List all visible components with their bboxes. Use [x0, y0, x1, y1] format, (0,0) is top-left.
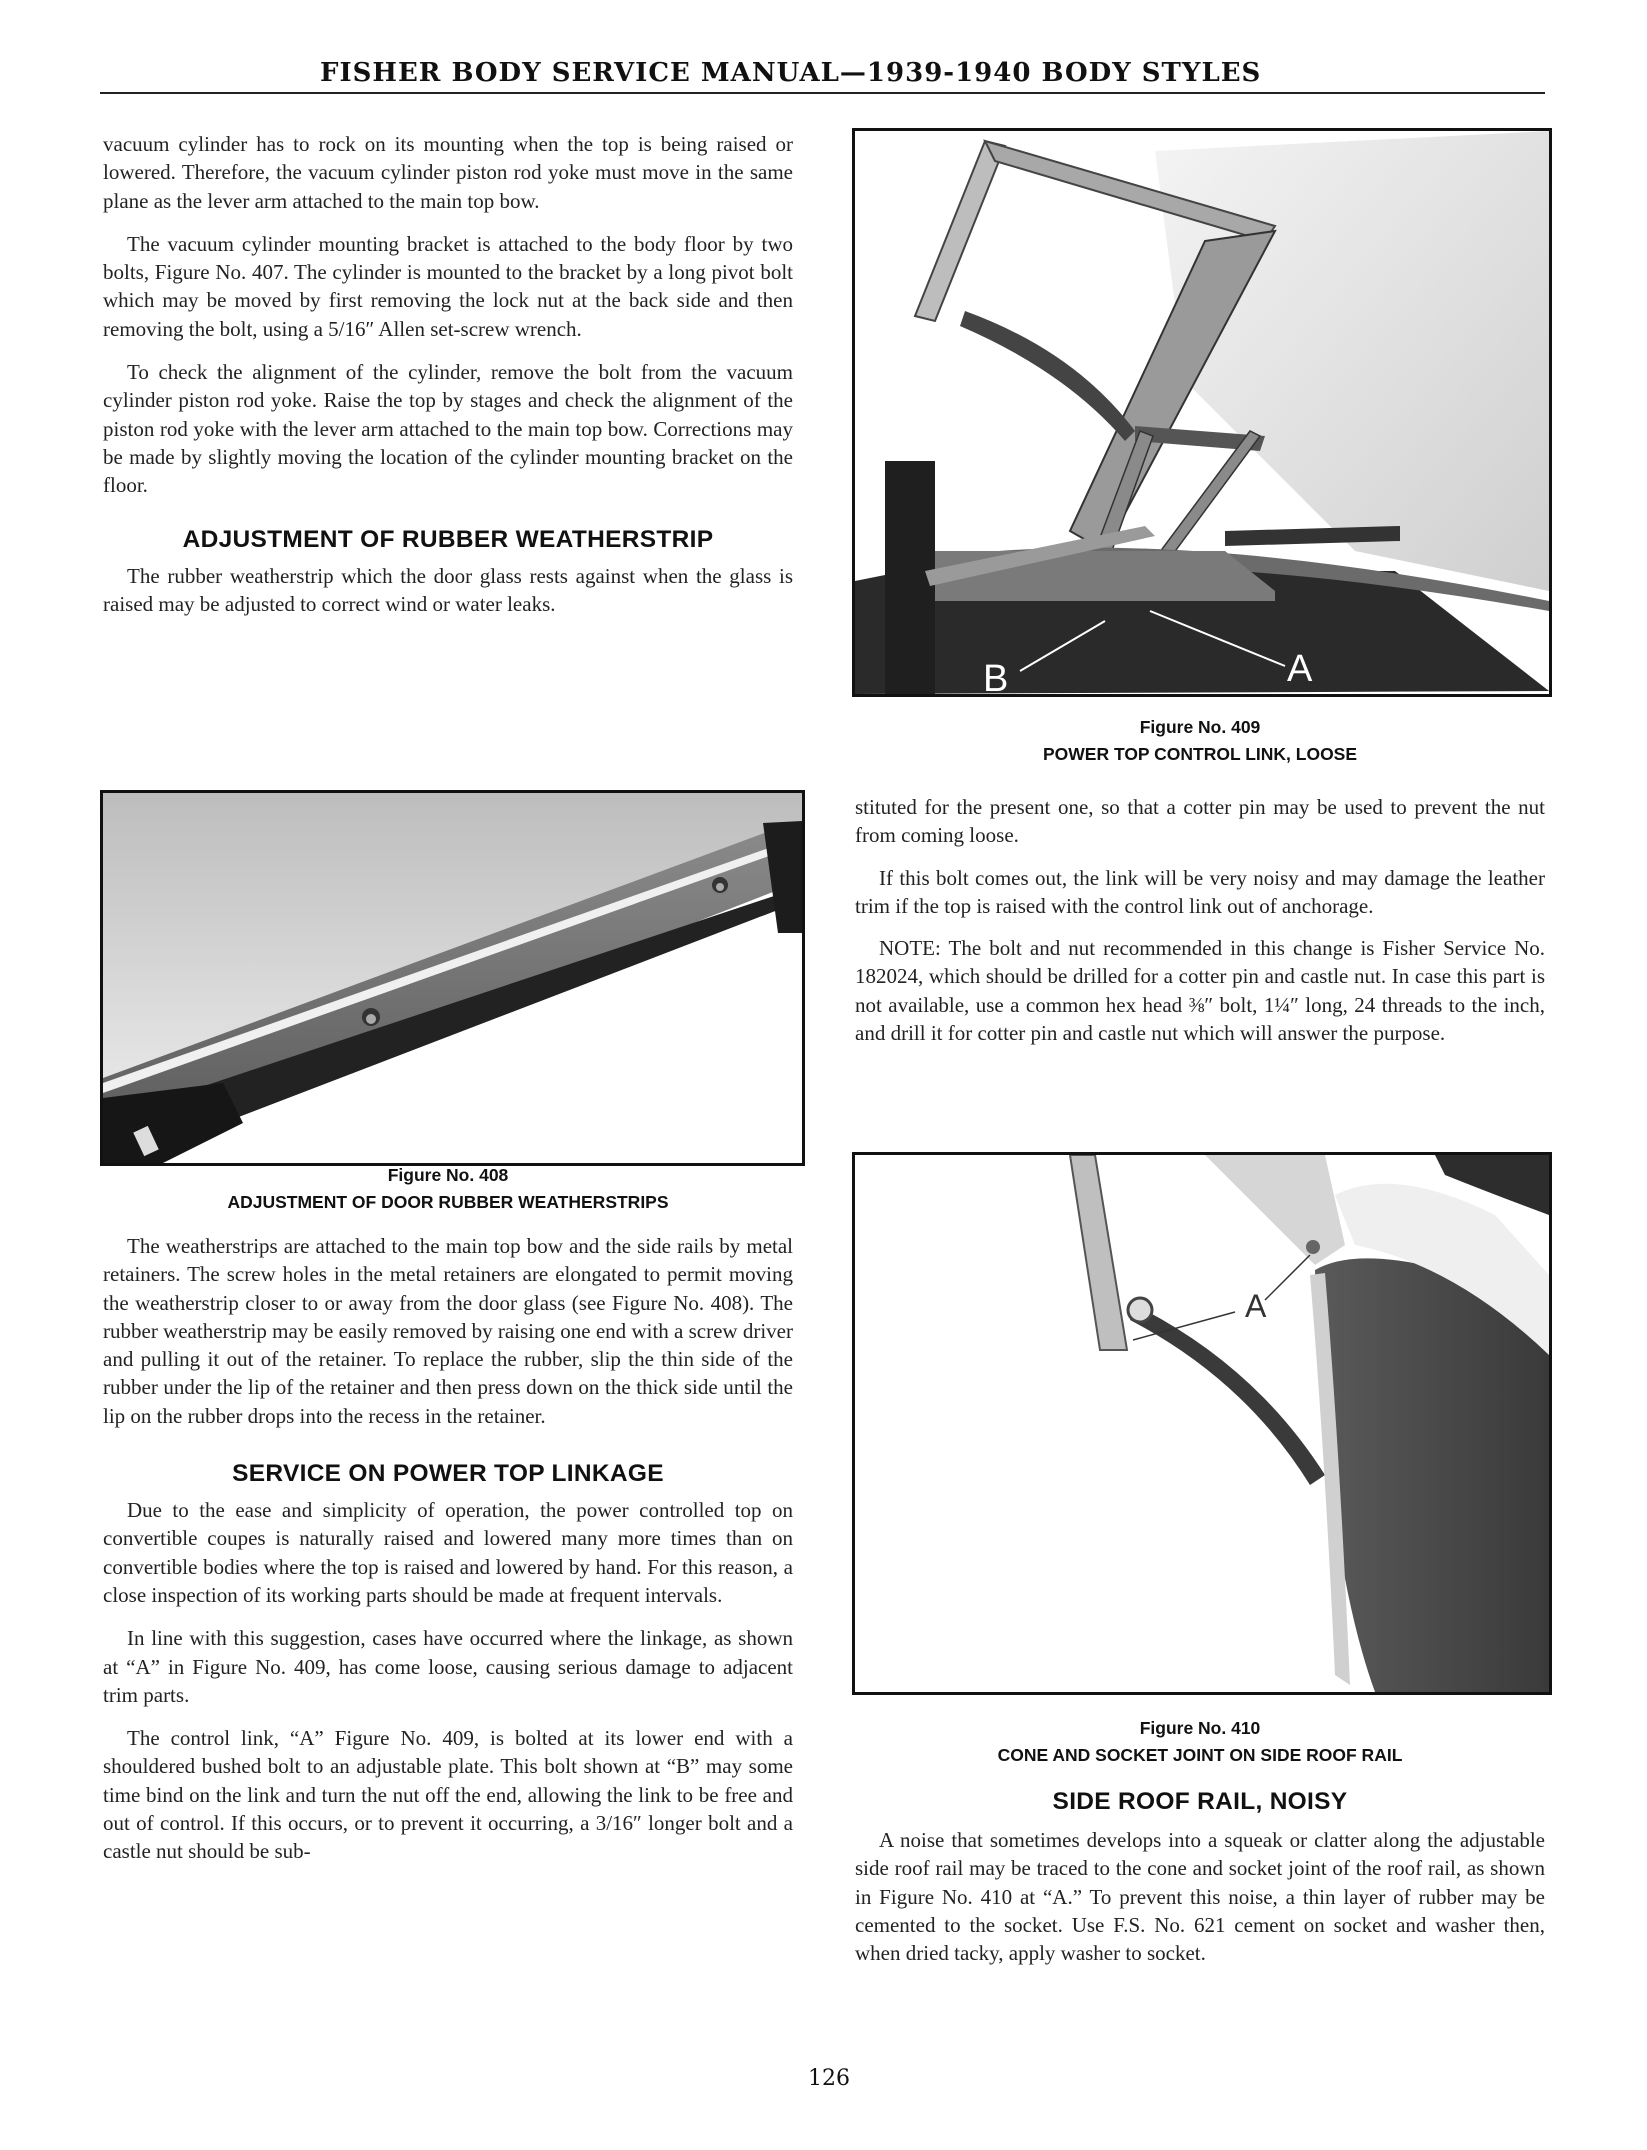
figure-number: Figure No. 410: [1139, 1718, 1261, 1738]
callout-label-b: B: [983, 658, 1009, 694]
paragraph: To check the alignment of the cylinder, remove the bolt from the vacuum cylinder piston rod yoke. Raise the top by stages and check the alignment of the piston rod yoke with the lever arm attached to the main top bow. Corrections may be made by slightly moving the location of the cylinder mounting bracket on the floor.: [103, 360, 793, 498]
figure-caption: POWER TOP CONTROL LINK, LOOSE: [1042, 744, 1358, 764]
weatherstrip-retainer-illustration: [103, 793, 802, 1163]
right-column-bottom: [855, 1788, 1545, 1967]
figure-409-photo: [852, 128, 1552, 697]
section-heading-roof-rail: SIDE ROOF RAIL, NOISY: [1052, 1788, 1348, 1815]
paragraph: Due to the ease and simplicity of operation, the power controlled top on convertible coupes is naturally raised and lowered many more times than on convertible bodies where the top is raised and lowered by hand. For this reason, a close inspection of its working parts should be made at frequent intervals.: [103, 1498, 793, 1607]
figure-caption: CONE AND SOCKET JOINT ON SIDE ROOF RAIL: [997, 1745, 1403, 1765]
figure-number: Figure No. 409: [1139, 717, 1261, 737]
callout-label-a: A: [1245, 1288, 1267, 1324]
paragraph: A noise that sometimes develops into a squeak or clatter along the adjustable side roof rail may be traced to the cone and socket joint of the roof rail, as shown in Figure No. 410 at “A.” To prevent this noise, a thin layer of rubber may be cemented to the socket. Use F.S. No. 621 cement on socket and washer then, when dried tacky, apply washer to socket.: [855, 1828, 1545, 1966]
left-column-top: [103, 130, 793, 618]
paragraph: The rubber weatherstrip which the door glass rests against when the glass is raised may be adjusted to correct wind or water leaks.: [103, 563, 793, 616]
figure-410-caption: [855, 1715, 1545, 1769]
section-heading-weatherstrip: ADJUSTMENT OF RUBBER WEATHERSTRIP: [182, 525, 714, 553]
paragraph: The vacuum cylinder mounting bracket is attached to the body floor by two bolts, Figure No. 407. The cylinder is mounted to the bracket by a long pivot bolt which may be moved by first removing the lock nut at the back side and then removing the bolt, using a 5/16″ Allen set-screw wrench.: [103, 231, 793, 341]
power-top-linkage-illustration: [855, 131, 1549, 694]
figure-number: Figure No. 408: [387, 1165, 509, 1185]
paragraph: The weatherstrips are attached to the main top bow and the side rails by metal retainers. The screw holes in the metal retainers are elongated to permit moving the weatherstrip closer to or away from the door glass (see Figure No. 408). The rubber weatherstrip may be easily removed by raising one end with a screw driver and pulling it out of the retainer. To replace the rubber, slip the thin side of the rubber under the lip of the retainer and then press down on the thick side until the lip on the rubber drops into the recess in the retainer.: [103, 1234, 793, 1428]
figure-408-caption: [103, 1162, 793, 1216]
figure-410-photo: [852, 1152, 1552, 1695]
paragraph: In line with this suggestion, cases have occurred where the linkage, as shown at “A” in Figure No. 409, has come loose, causing serious damage to adjacent trim parts.: [103, 1626, 793, 1707]
paragraph: If this bolt comes out, the link will be very noisy and may damage the leather trim if the top is raised with the control link out of anchorage.: [855, 865, 1545, 918]
section-heading-linkage: SERVICE ON POWER TOP LINKAGE: [232, 1460, 664, 1488]
cone-socket-joint-illustration: [855, 1155, 1549, 1692]
paragraph: stituted for the present one, so that a cotter pin may be used to prevent the nut from coming loose.: [855, 795, 1545, 848]
figure-caption: ADJUSTMENT OF DOOR RUBBER WEATHERSTRIPS: [227, 1192, 669, 1212]
figure-408-photo: [100, 790, 805, 1166]
figure-409-caption: [855, 714, 1545, 768]
paragraph: The control link, “A” Figure No. 409, is bolted at its lower end with a shouldered bushed bolt to an adjustable plate. This bolt shown at “B” may some time bind on the link and turn the nut off the end, allowing the link to be free and out of control. If this occurs, or to prevent it occurring, a 3/16″ longer bolt and a castle nut should be sub-: [103, 1726, 793, 1864]
paragraph: NOTE: The bolt and nut recommended in this change is Fisher Service No. 182024, which should be drilled for a cotter pin and castle nut. In case this part is not available, use a common hex head ⅜″ bolt, 1¼″ long, 24 threads to the inch, and drill it for cotter pin and castle nut which will answer the purpose.: [855, 936, 1545, 1046]
running-header-title: FISHER BODY SERVICE MANUAL—1939-1940 BODY STYLES: [320, 58, 1262, 88]
left-column-bottom: [103, 1232, 793, 1866]
callout-label-a: A: [1287, 648, 1313, 690]
page-number: 126: [808, 2066, 850, 2091]
paragraph: vacuum cylinder has to rock on its mounting when the top is being raised or lowered. Therefore, the vacuum cylinder piston rod yoke must move in the same plane as the lever arm attached to the main top bow.: [103, 132, 793, 213]
header-rule: [100, 92, 1545, 94]
right-column-middle: [855, 793, 1545, 1047]
